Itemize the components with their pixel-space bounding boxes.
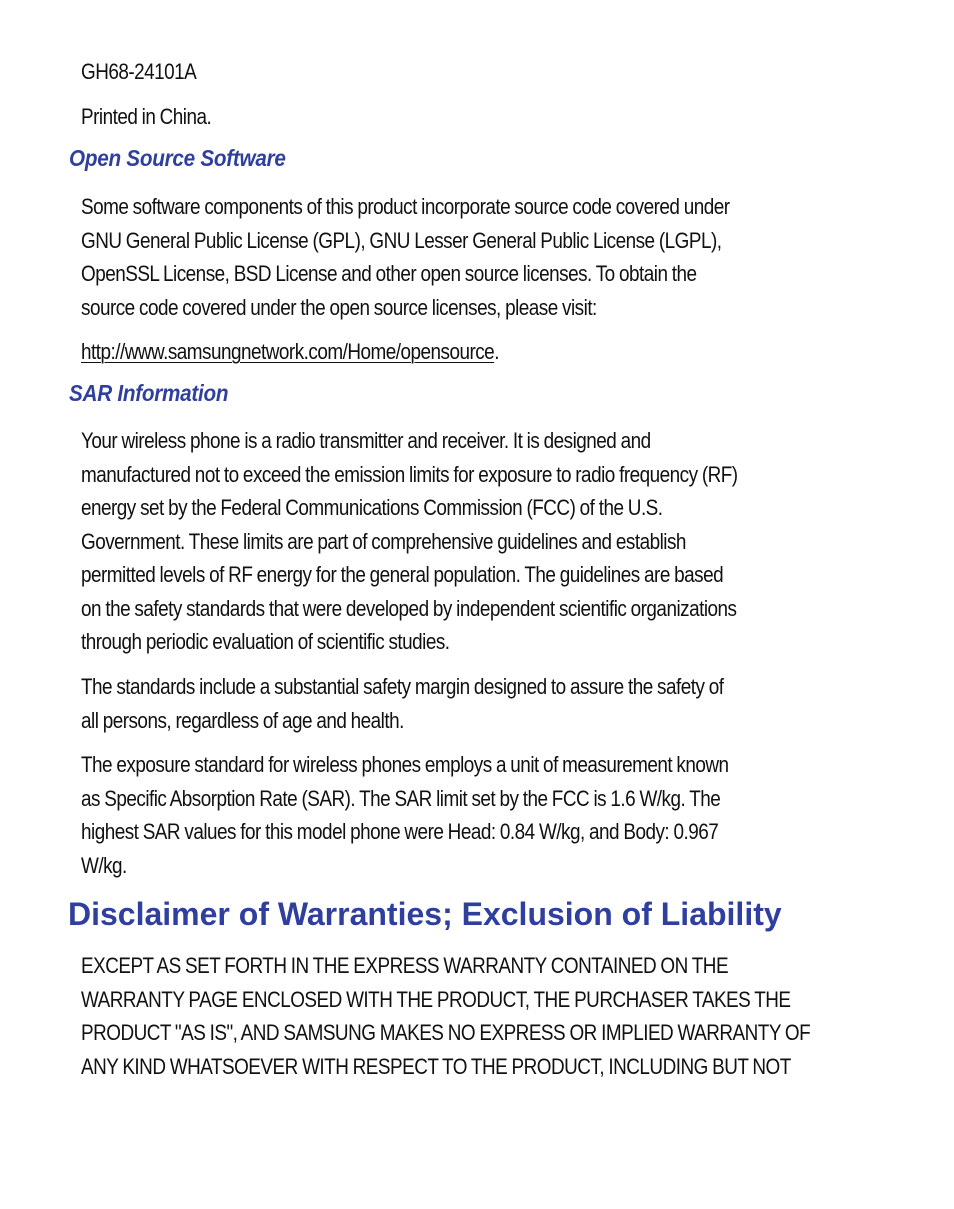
disclaimer-heading: Disclaimer of Warranties; Exclusion of Liability xyxy=(68,896,782,932)
open-source-link[interactable]: http://www.samsungnetwork.com/Home/opensource xyxy=(81,339,495,364)
disclaimer-line: ANY KIND WHATSOEVER WITH RESPECT TO THE PRODUCT, INCLUDING BUT NOT xyxy=(81,1053,791,1079)
open-source-line: GNU General Public License (GPL), GNU Lesser General Public License (LGPL), xyxy=(81,227,722,253)
disclaimer-line: EXCEPT AS SET FORTH IN THE EXPRESS WARRANTY CONTAINED ON THE xyxy=(81,953,729,978)
sar-line: energy set by the Federal Communications Commission (FCC) of the U.S. xyxy=(81,495,663,520)
open-source-line: OpenSSL License, BSD License and other open source licenses. To obtain the xyxy=(81,261,697,286)
sar-line: permitted levels of RF energy for the general population. The guidelines are based xyxy=(81,562,724,587)
sar-line: The exposure standard for wireless phones employs a unit of measurement known xyxy=(81,752,729,777)
open-source-line: Some software components of this product incorporate source code covered under xyxy=(81,194,730,219)
open-source-paragraph xyxy=(81,190,730,324)
disclaimer-paragraph xyxy=(81,949,810,1083)
open-source-line: source code covered under the open source licenses, please visit: xyxy=(81,294,597,320)
sar-line: as Specific Absorption Rate (SAR). The SAR limit set by the FCC is 1.6 W/kg. The xyxy=(81,785,721,811)
sar-heading: SAR Information xyxy=(69,380,229,406)
sar-line: The standards include a substantial safety margin designed to assure the safety of xyxy=(81,674,724,699)
sar-line: Government. These limits are part of comprehensive guidelines and establish xyxy=(81,528,686,554)
sar-line: Your wireless phone is a radio transmitter and receiver. It is designed and xyxy=(81,428,651,453)
open-source-link-line xyxy=(81,335,499,369)
sar-line: all persons, regardless of age and health. xyxy=(81,707,404,733)
sar-paragraph-1 xyxy=(81,424,738,659)
disclaimer-line: PRODUCT "AS IS", AND SAMSUNG MAKES NO EXPRESS OR IMPLIED WARRANTY OF xyxy=(81,1020,811,1045)
link-suffix: . xyxy=(494,339,499,364)
open-source-heading: Open Source Software xyxy=(69,145,286,171)
sar-paragraph-2 xyxy=(81,670,723,737)
disclaimer-line: WARRANTY PAGE ENCLOSED WITH THE PRODUCT, THE PURCHASER TAKES THE xyxy=(81,986,791,1012)
sar-line: through periodic evaluation of scientific studies. xyxy=(81,629,450,654)
sar-paragraph-3 xyxy=(81,748,729,882)
sar-line: on the safety standards that were developed by independent scientific organizations xyxy=(81,595,737,621)
printed-in: Printed in China. xyxy=(81,104,212,129)
sar-line: highest SAR values for this model phone were Head: 0.84 W/kg, and Body: 0.967 xyxy=(81,819,719,844)
part-number: GH68-24101A xyxy=(81,59,197,84)
sar-line: W/kg. xyxy=(81,852,127,878)
sar-line: manufactured not to exceed the emission limits for exposure to radio frequency (RF) xyxy=(81,461,738,487)
